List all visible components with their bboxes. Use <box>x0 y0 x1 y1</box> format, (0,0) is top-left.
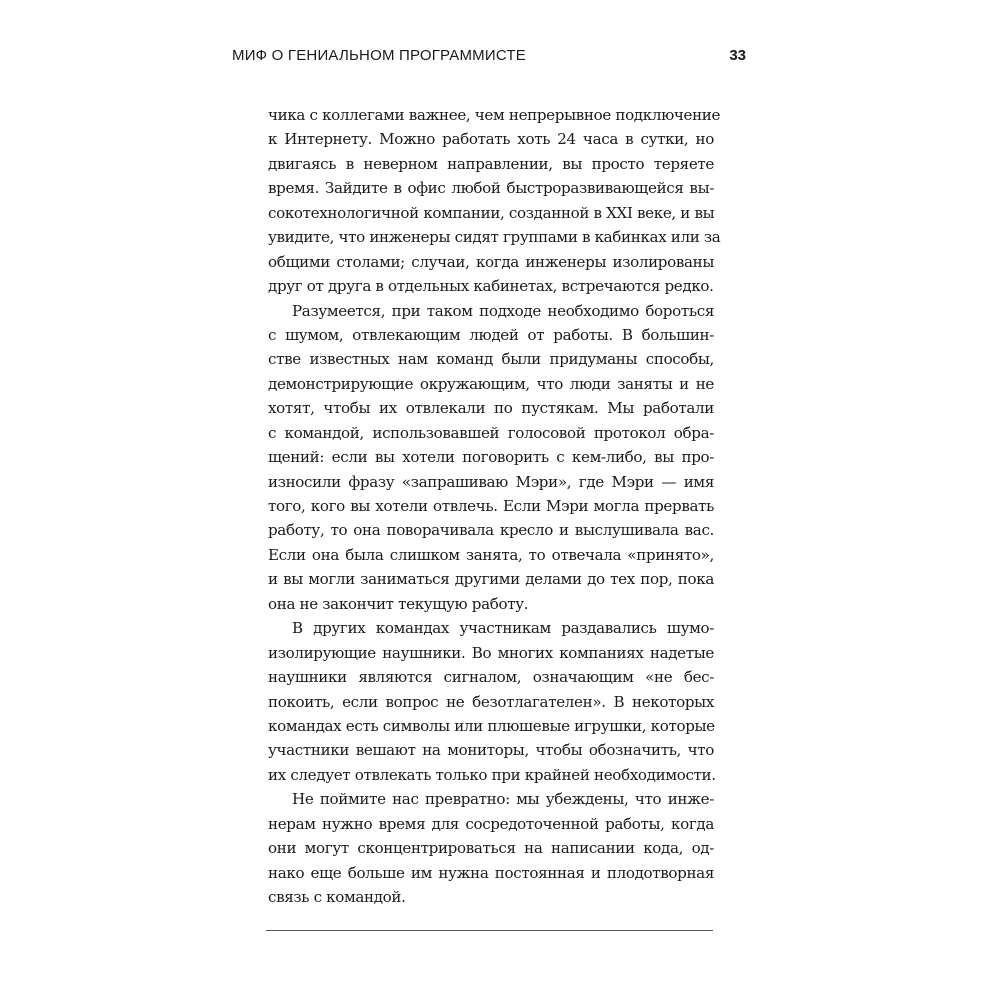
page-number: 33 <box>729 47 746 64</box>
text-line: нерам нужно время для сосредоточенной работы, когда <box>268 814 714 833</box>
text-line: того, кого вы хотели отвлечь. Если Мэри могла прервать <box>268 497 714 515</box>
running-header <box>232 47 746 71</box>
text-line: сокотехнологичной компании, созданной в XXI веке, и вы <box>268 203 715 222</box>
text-line: В других командах участникам раздавались шумо- <box>292 619 714 638</box>
paragraph-3 <box>268 616 714 787</box>
paragraph-1 <box>268 103 721 299</box>
text-line: связь с командой. <box>268 888 406 906</box>
text-line: Если она была слишком занята, то отвечала «принято», <box>268 545 714 564</box>
text-line: Разумеется, при таком подходе необходимо бороться <box>292 301 714 320</box>
text-line: увидите, что инженеры сидят группами в кабинках или за <box>268 228 721 247</box>
text-line: хотят, чтобы их отвлекали по пустякам. Мы работали <box>268 399 714 418</box>
text-line: щений: если вы хотели поговорить с кем-либо, вы про- <box>268 448 714 467</box>
text-line: чика с коллегами важнее, чем непрерывное подключение <box>268 106 721 124</box>
paragraph-2 <box>268 299 714 617</box>
footer-rule <box>266 930 713 931</box>
text-line: двигаясь в неверном направлении, вы просто теряете <box>268 154 714 173</box>
text-line: износили фразу «запрашиваю Мэри», где Мэри — имя <box>268 472 714 491</box>
text-line: с шумом, отвлекающим людей от работы. В большин- <box>268 325 714 344</box>
chapter-title: МИФ О ГЕНИАЛЬНОМ ПРОГРАММИСТЕ <box>232 47 526 64</box>
text-line: время. Зайдите в офис любой быстроразвивающейся вы- <box>268 179 714 198</box>
text-line: стве известных нам команд были придуманы способы, <box>268 350 714 369</box>
text-line: к Интернету. Можно работать хоть 24 часа в сутки, но <box>268 130 714 149</box>
text-line: нако еще больше им нужна постоянная и плодотворная <box>268 863 714 882</box>
text-line: командах есть символы или плюшевые игрушки, которые <box>268 716 715 735</box>
text-line: с командой, использовавшей голосовой протокол обра- <box>268 423 714 442</box>
text-line: они могут сконцентрироваться на написании кода, од- <box>268 839 714 858</box>
body-text <box>268 103 721 909</box>
text-line: демонстрирующие окружающим, что люди заняты и не <box>268 374 714 393</box>
text-line: она не закончит текущую работу. <box>268 594 529 613</box>
text-line: и вы могли заниматься другими делами до тех пор, пока <box>268 570 714 589</box>
text-line: общими столами; случаи, когда инженеры изолированы <box>268 252 714 271</box>
text-line: их следует отвлекать только при крайней необходимости. <box>268 765 716 784</box>
text-line: покоить, если вопрос не безотлагателен». В некоторых <box>268 692 714 711</box>
text-line: Не поймите нас превратно: мы убеждены, что инже- <box>292 790 714 809</box>
text-line: друг от друга в отдельных кабинетах, встречаются редко. <box>268 277 714 296</box>
text-line: изолирующие наушники. Во многих компаниях надетые <box>268 643 714 662</box>
text-line: наушники являются сигналом, означающим «не бес- <box>268 668 714 687</box>
paragraph-4 <box>268 787 714 909</box>
text-line: работу, то она поворачивала кресло и выслушивала вас. <box>268 521 714 540</box>
text-line: участники вешают на мониторы, чтобы обозначить, что <box>268 741 714 760</box>
